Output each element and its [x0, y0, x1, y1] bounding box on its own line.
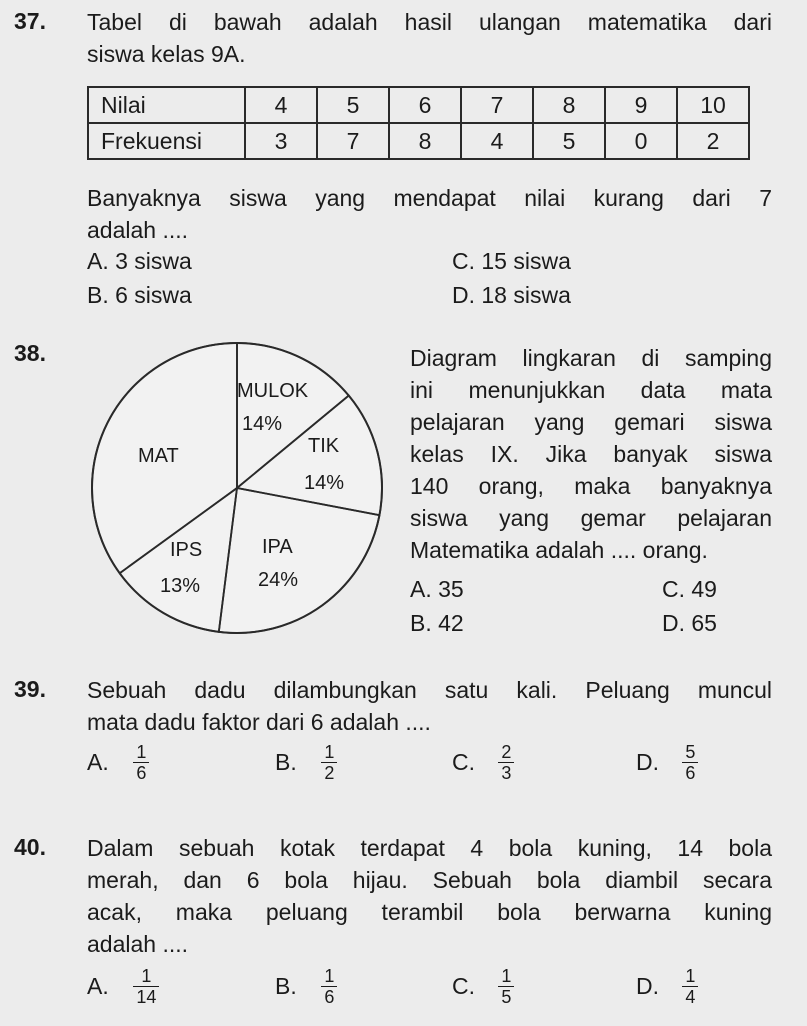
fraction-denominator: 14 [136, 987, 157, 1007]
q37-question-line2: siswa kelas 9A. [87, 41, 246, 67]
table-cell: 2 [677, 123, 749, 159]
fraction [498, 742, 514, 783]
fraction [498, 966, 514, 1007]
q39-option-b[interactable] [275, 742, 337, 783]
q38-line: pelajaran yang gemari siswa [410, 409, 772, 435]
table-cell: 6 [389, 87, 461, 123]
pie-label-ipa: IPA [262, 536, 293, 558]
q37-option-b[interactable]: B. 6 siswa [87, 282, 192, 308]
fraction [321, 966, 337, 1007]
q40-option-b[interactable] [275, 966, 337, 1007]
q37-prompt [87, 182, 772, 246]
q40-option-c[interactable] [452, 966, 514, 1007]
q40-line: Dalam sebuah kotak terdapat 4 bola kuning, 14 bola [87, 835, 772, 861]
pie-label-tik: TIK [308, 435, 340, 457]
table-cell: 8 [389, 123, 461, 159]
fraction-denominator: 6 [324, 987, 335, 1007]
table-row-frekuensi [88, 123, 749, 159]
q39-question-line1: Sebuah dadu dilambungkan satu kali. Peluang muncul [87, 677, 772, 703]
table-cell: 0 [605, 123, 677, 159]
q37-option-d[interactable]: D. 18 siswa [452, 282, 571, 308]
fraction-numerator: 5 [682, 742, 698, 763]
fraction-denominator: 6 [685, 763, 696, 783]
fraction [682, 742, 698, 783]
fraction-denominator: 4 [685, 987, 696, 1007]
fraction-numerator: 2 [498, 742, 514, 763]
q38-line: Diagram lingkaran di samping [410, 345, 772, 371]
pie-value-ips: 13% [160, 575, 201, 597]
q37-question-line1: Tabel di bawah adalah hasil ulangan matematika dari [87, 9, 772, 35]
q38-option-c[interactable]: C. 49 [662, 576, 717, 602]
table-header-frekuensi: Frekuensi [88, 123, 245, 159]
q38-option-d[interactable]: D. 65 [662, 610, 717, 636]
q38-line: siswa yang gemar pelajaran [410, 505, 772, 531]
q38-line: Matematika adalah .... orang. [410, 537, 708, 563]
fraction-numerator: 1 [133, 742, 149, 763]
fraction [133, 966, 159, 1007]
pie-value-mulok: 14% [242, 413, 283, 435]
q38-line: kelas IX. Jika banyak siswa [410, 441, 772, 467]
fraction-numerator: 1 [321, 966, 337, 987]
q37-frequency-table [87, 86, 750, 160]
table-cell: 4 [245, 87, 317, 123]
fraction-denominator: 2 [324, 763, 335, 783]
option-label: B. [275, 749, 297, 775]
option-label: A. [87, 973, 109, 999]
table-cell: 10 [677, 87, 749, 123]
pie-label-ips: IPS [170, 539, 203, 561]
table-cell: 7 [461, 87, 533, 123]
fraction-numerator: 1 [682, 966, 698, 987]
q38-pie-chart [90, 338, 400, 638]
fraction [133, 742, 149, 783]
pie-value-ipa: 24% [258, 569, 299, 591]
q38-question [410, 342, 772, 566]
fraction-denominator: 3 [501, 763, 512, 783]
pie-label-mulok: MULOK [237, 380, 309, 402]
table-header-nilai: Nilai [88, 87, 245, 123]
option-label: A. [87, 749, 109, 775]
q38-option-b[interactable]: B. 42 [410, 610, 464, 636]
q37-number: 37. [14, 8, 46, 34]
q39-option-a[interactable] [87, 742, 149, 783]
table-cell: 4 [461, 123, 533, 159]
q39-number: 39. [14, 676, 46, 702]
pie-label-mat: MAT [138, 445, 179, 467]
q40-question [87, 832, 772, 960]
fraction-numerator: 1 [321, 742, 337, 763]
q38-line: 140 orang, maka banyaknya [410, 473, 772, 499]
option-label: B. [275, 973, 297, 999]
q40-line: merah, dan 6 bola hijau. Sebuah bola diambil secara [87, 867, 772, 893]
q40-option-d[interactable] [636, 966, 698, 1007]
option-label: C. [452, 749, 475, 775]
fraction-denominator: 6 [136, 763, 147, 783]
q37-option-c[interactable]: C. 15 siswa [452, 248, 571, 274]
q39-option-c[interactable] [452, 742, 514, 783]
table-row-nilai [88, 87, 749, 123]
fraction-numerator: 1 [498, 966, 514, 987]
q39-question [87, 674, 772, 738]
q40-option-a[interactable] [87, 966, 159, 1007]
table-cell: 5 [533, 123, 605, 159]
q40-number: 40. [14, 834, 46, 860]
fraction [321, 742, 337, 783]
fraction [682, 966, 698, 1007]
q38-number: 38. [14, 340, 46, 366]
q39-question-line2: mata dadu faktor dari 6 adalah .... [87, 709, 431, 735]
table-cell: 9 [605, 87, 677, 123]
pie-value-tik: 14% [304, 472, 345, 494]
option-label: D. [636, 973, 659, 999]
option-label: C. [452, 973, 475, 999]
q37-prompt-line1: Banyaknya siswa yang mendapat nilai kurang dari 7 [87, 185, 772, 211]
q38-line: ini menunjukkan data mata [410, 377, 772, 403]
q39-option-d[interactable] [636, 742, 698, 783]
table-cell: 8 [533, 87, 605, 123]
table-cell: 5 [317, 87, 389, 123]
q37-option-a[interactable]: A. 3 siswa [87, 248, 192, 274]
table-cell: 7 [317, 123, 389, 159]
q38-option-a[interactable]: A. 35 [410, 576, 464, 602]
q40-line: adalah .... [87, 931, 189, 957]
q37-prompt-line2: adalah .... [87, 217, 189, 243]
option-label: D. [636, 749, 659, 775]
q40-line: acak, maka peluang terambil bola berwarna kuning [87, 899, 772, 925]
fraction-numerator: 1 [133, 966, 159, 987]
fraction-denominator: 5 [501, 987, 512, 1007]
table-cell: 3 [245, 123, 317, 159]
q37-question [87, 6, 772, 70]
